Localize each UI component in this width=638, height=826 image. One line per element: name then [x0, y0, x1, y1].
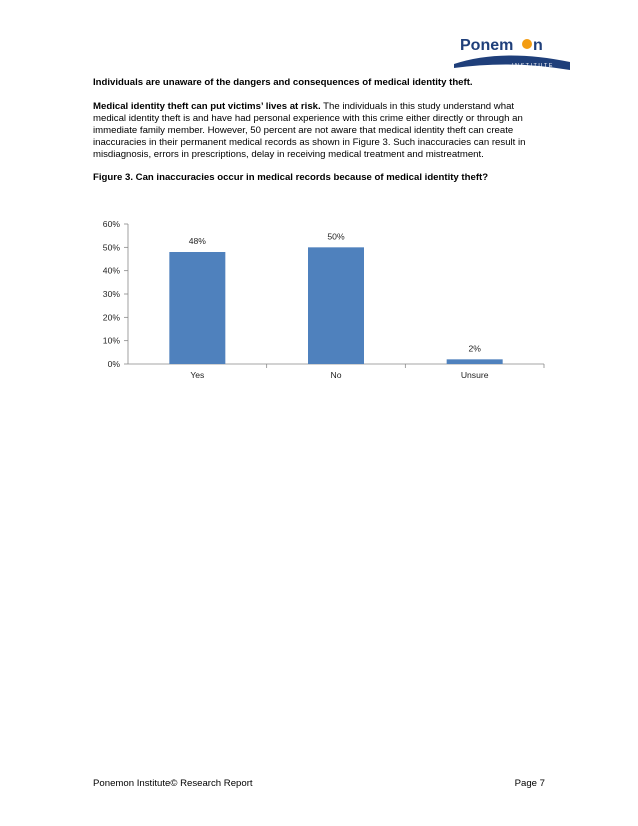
footer-left: Ponemon Institute© Research Report: [93, 778, 253, 789]
page-number: Page 7: [514, 778, 545, 789]
bar-unsure: [447, 359, 503, 364]
bar-yes: [169, 252, 225, 364]
x-tick-label: Unsure: [460, 370, 489, 380]
figure-caption: Figure 3. Can inaccuracies occur in medical records because of medical identity theft?: [93, 172, 489, 183]
x-tick-label: No: [330, 370, 342, 380]
logo-sun-icon: [522, 39, 532, 49]
data-label: 2%: [468, 343, 481, 354]
y-tick-label: 40%: [102, 265, 120, 276]
y-tick-label: 60%: [102, 219, 120, 229]
y-tick-label: 20%: [102, 312, 120, 323]
paragraph-body: The individuals in this study understand what medical identity theft is and have had personal experience with this crime either directly or through an immediate family member. However, 50 percent are not aware that medical identity theft can create inaccuracies in their permanent medical records as shown in Figure 3. Such inaccuracies can result in misdiagnosis, errors in prescriptions, delay in receiving medical treatment and mistreatment.: [93, 101, 526, 160]
logo-text-part1: Ponem: [460, 37, 514, 54]
section-heading: Individuals are unaware of the dangers and consequences of medical identity theft.: [93, 77, 473, 88]
y-tick-label: 50%: [102, 242, 120, 253]
bar-chart: [93, 214, 545, 386]
bar-no: [308, 247, 364, 364]
y-tick-label: 0%: [107, 359, 120, 369]
paragraph-lead: Medical identity theft can put victims’ lives at risk.: [93, 101, 321, 112]
chart-svg: [93, 214, 545, 386]
data-label: 48%: [188, 236, 206, 246]
data-label: 50%: [327, 231, 345, 242]
body-paragraph: [93, 101, 545, 161]
logo-text-part2: n: [533, 37, 543, 54]
x-tick-label: Yes: [190, 370, 205, 380]
y-tick-label: 10%: [102, 335, 120, 346]
content: [93, 77, 545, 184]
logo-subtitle: INSTITUTE: [512, 63, 554, 69]
ponemon-logo: [452, 26, 572, 76]
y-tick-label: 30%: [102, 289, 120, 299]
